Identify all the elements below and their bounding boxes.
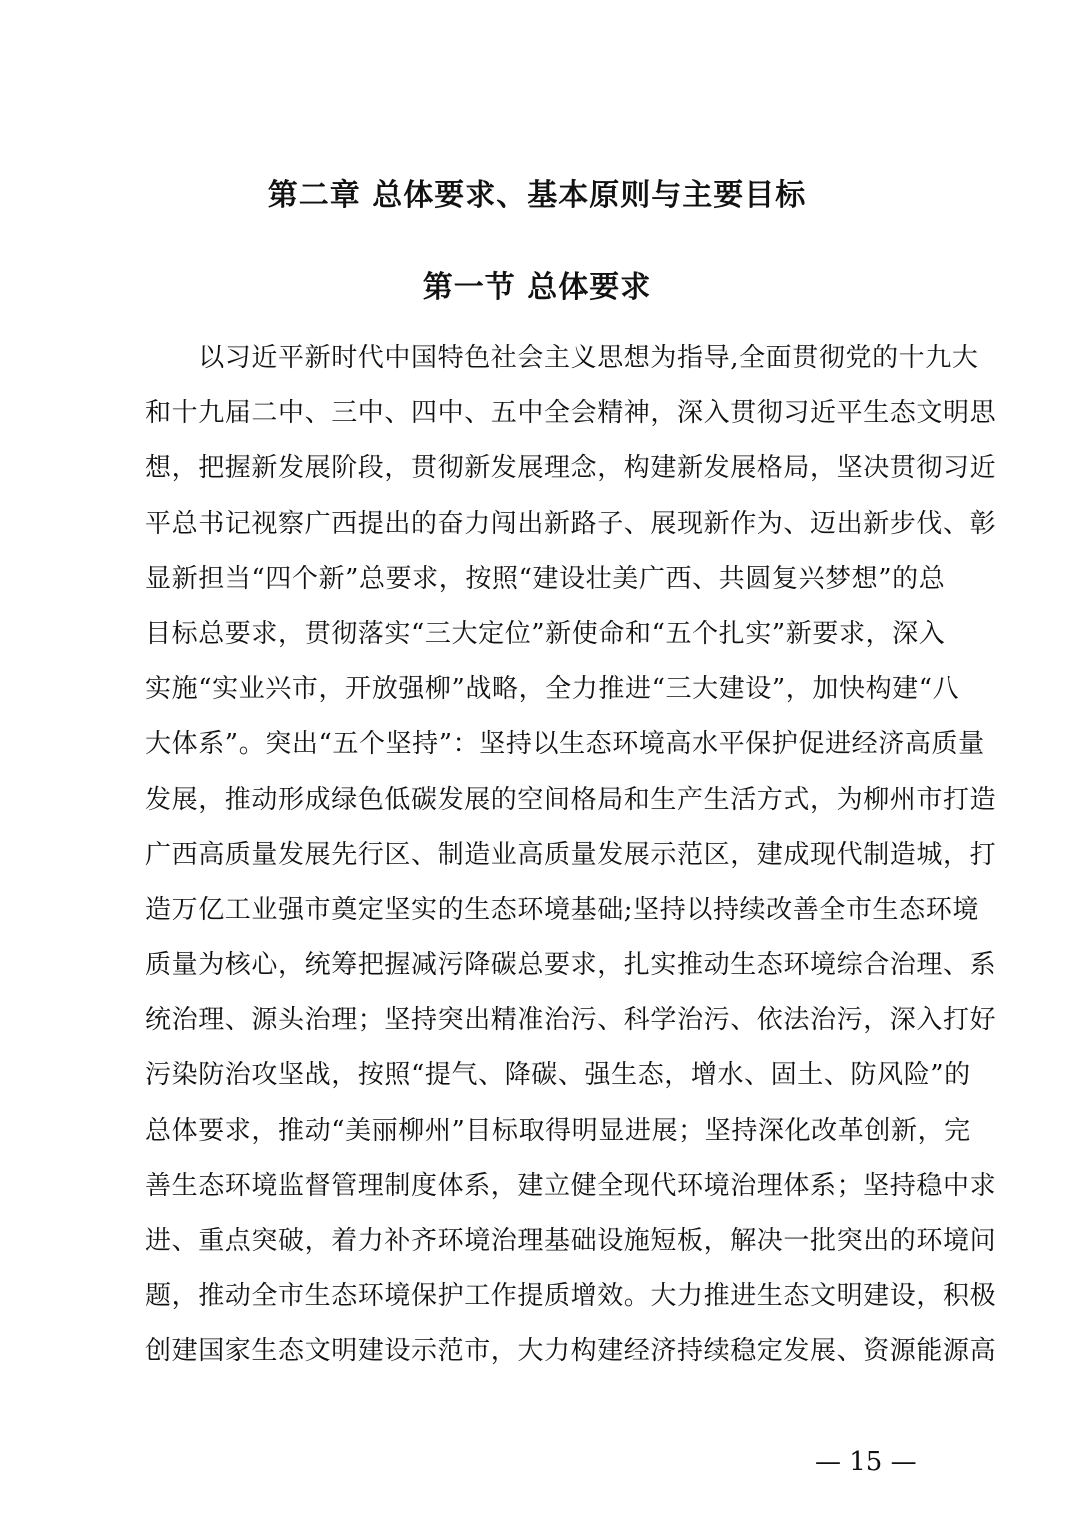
body-line: 实施“实业兴市，开放强柳”战略，全力推进“三大建设”，加快构建“八 bbox=[145, 674, 960, 705]
body-line: 平总书记视察广西提出的奋力闯出新路子、展现新作为、迈出新步伐、彰 bbox=[145, 508, 997, 539]
body-line: 广西高质量发展先行区、制造业高质量发展示范区，建成现代制造城，打 bbox=[145, 839, 997, 870]
body-line: 想，把握新发展阶段，贯彻新发展理念，构建新发展格局，坚决贯彻习近 bbox=[145, 453, 997, 484]
body-paragraph bbox=[145, 331, 997, 1380]
chapter-title: 第二章 总体要求、基本原则与主要目标 bbox=[267, 178, 807, 213]
body-line: 质量为核心，统筹把握减污降碳总要求，扎实推动生态环境综合治理、系 bbox=[145, 950, 997, 981]
body-line: 造万亿工业强市奠定坚实的生态环境基础;坚持以持续改善全市生态环境 bbox=[145, 894, 979, 925]
page-number: — 15 — bbox=[815, 1447, 917, 1477]
body-line: 以习近平新时代中国特色社会主义思想为指导,全面贯彻党的十九大 bbox=[145, 343, 979, 373]
body-line: 善生态环境监督管理制度体系，建立健全现代环境治理体系；坚持稳中求 bbox=[145, 1170, 997, 1201]
body-line: 统治理、源头治理；坚持突出精准治污、科学治污、依法治污，深入打好 bbox=[145, 1005, 997, 1036]
body-line: 创建国家生态文明建设示范市，大力构建经济持续稳定发展、资源能源高 bbox=[145, 1336, 997, 1367]
body-line: 和十九届二中、三中、四中、五中全会精神，深入贯彻习近平生态文明思 bbox=[145, 398, 997, 429]
body-line: 大体系”。突出“五个坚持”：坚持以生态环境高水平保护促进经济高质量 bbox=[145, 729, 985, 760]
body-line: 总体要求，推动“美丽柳州”目标取得明显进展；坚持深化改革创新，完 bbox=[145, 1115, 971, 1146]
body-line: 发展，推动形成绿色低碳发展的空间格局和生产生活方式，为柳州市打造 bbox=[145, 784, 997, 815]
body-line: 目标总要求，贯彻落实“三大定位”新使命和“五个扎实”新要求，深入 bbox=[145, 618, 946, 649]
body-line: 污染防治攻坚战，按照“提气、降碳、强生态，增水、固土、防风险”的 bbox=[145, 1060, 971, 1091]
body-line: 进、重点突破，着力补齐环境治理基础设施短板，解决一批突出的环境问 bbox=[145, 1226, 997, 1256]
section-title: 第一节 总体要求 bbox=[422, 270, 652, 305]
body-line: 题，推动全市生态环境保护工作提质增效。大力推进生态文明建设，积极 bbox=[145, 1281, 997, 1312]
body-line: 显新担当“四个新”总要求，按照“建设壮美广西、共圆复兴梦想”的总 bbox=[145, 563, 946, 594]
